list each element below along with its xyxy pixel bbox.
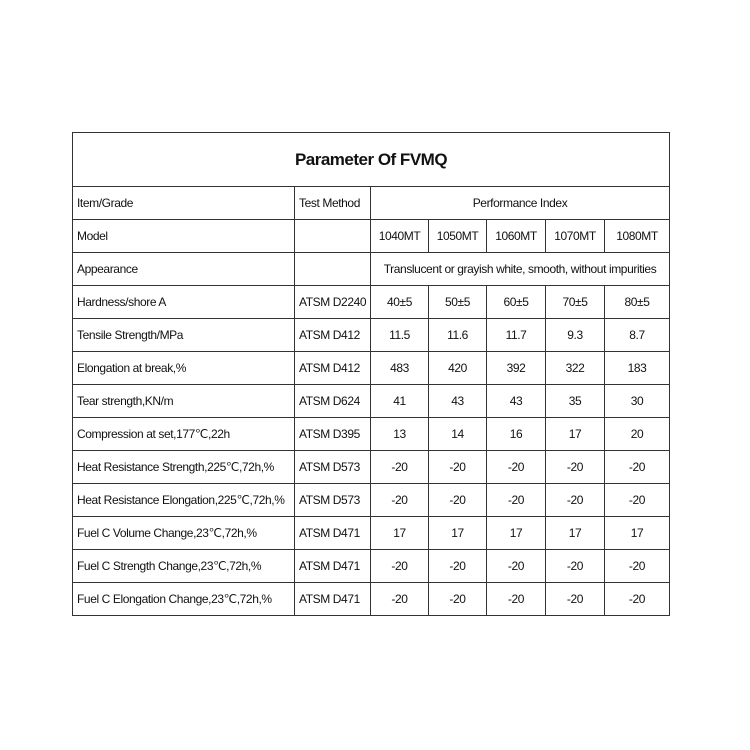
row-value: 17: [546, 418, 605, 451]
appearance-method: [295, 253, 371, 286]
row-value: -20: [605, 583, 670, 616]
row-value: -20: [429, 484, 487, 517]
table-row: [73, 550, 670, 583]
row-label: Tensile Strength/MPa: [73, 319, 295, 352]
row-label: Tear strength,KN/m: [73, 385, 295, 418]
table-row: [73, 517, 670, 550]
row-test-method: ATSM D395: [295, 418, 371, 451]
row-value: 17: [546, 517, 605, 550]
appearance-row: [73, 253, 670, 286]
table-row: [73, 418, 670, 451]
row-value: -20: [605, 484, 670, 517]
appearance-label: Appearance: [73, 253, 295, 286]
row-value: 483: [371, 352, 429, 385]
row-label: Fuel C Strength Change,23℃,72h,%: [73, 550, 295, 583]
row-value: 60±5: [487, 286, 546, 319]
model-value: 1060MT: [487, 220, 546, 253]
model-method: [295, 220, 371, 253]
row-value: -20: [429, 550, 487, 583]
row-test-method: ATSM D471: [295, 517, 371, 550]
table-row: [73, 385, 670, 418]
header-row: [73, 187, 670, 220]
row-value: 11.7: [487, 319, 546, 352]
row-test-method: ATSM D471: [295, 583, 371, 616]
model-label: Model: [73, 220, 295, 253]
row-value: 35: [546, 385, 605, 418]
row-value: 43: [429, 385, 487, 418]
row-value: -20: [371, 550, 429, 583]
row-test-method: ATSM D471: [295, 550, 371, 583]
row-label: Heat Resistance Elongation,225℃,72h,%: [73, 484, 295, 517]
row-label: Fuel C Volume Change,23℃,72h,%: [73, 517, 295, 550]
model-value: 1080MT: [605, 220, 670, 253]
table-title: Parameter Of FVMQ: [73, 133, 670, 187]
table-row: [73, 319, 670, 352]
row-value: 392: [487, 352, 546, 385]
row-value: -20: [371, 583, 429, 616]
row-value: -20: [546, 451, 605, 484]
row-value: -20: [605, 550, 670, 583]
row-value: -20: [546, 550, 605, 583]
row-value: -20: [371, 451, 429, 484]
row-value: 41: [371, 385, 429, 418]
model-value: 1070MT: [546, 220, 605, 253]
row-label: Heat Resistance Strength,225℃,72h,%: [73, 451, 295, 484]
row-value: -20: [429, 451, 487, 484]
row-value: 80±5: [605, 286, 670, 319]
table-row: [73, 583, 670, 616]
row-value: -20: [546, 583, 605, 616]
row-value: 43: [487, 385, 546, 418]
row-value: 17: [429, 517, 487, 550]
row-value: -20: [487, 550, 546, 583]
row-value: 322: [546, 352, 605, 385]
row-test-method: ATSM D573: [295, 484, 371, 517]
table-row: [73, 484, 670, 517]
header-method: Test Method: [295, 187, 371, 220]
table-row: [73, 451, 670, 484]
header-item: Item/Grade: [73, 187, 295, 220]
row-label: Elongation at break,%: [73, 352, 295, 385]
row-value: -20: [546, 484, 605, 517]
row-value: 13: [371, 418, 429, 451]
row-label: Hardness/shore A: [73, 286, 295, 319]
row-test-method: ATSM D2240: [295, 286, 371, 319]
row-value: 14: [429, 418, 487, 451]
fvmq-parameter-table: [72, 132, 670, 616]
table-row: [73, 352, 670, 385]
model-row: [73, 220, 670, 253]
row-test-method: ATSM D412: [295, 352, 371, 385]
row-test-method: ATSM D624: [295, 385, 371, 418]
row-value: -20: [487, 451, 546, 484]
row-value: 8.7: [605, 319, 670, 352]
row-value: 50±5: [429, 286, 487, 319]
row-value: -20: [487, 583, 546, 616]
row-value: 17: [605, 517, 670, 550]
row-value: 11.5: [371, 319, 429, 352]
row-label: Compression at set,177℃,22h: [73, 418, 295, 451]
row-value: 420: [429, 352, 487, 385]
row-value: 17: [487, 517, 546, 550]
row-value: 9.3: [546, 319, 605, 352]
row-value: 30: [605, 385, 670, 418]
row-value: 70±5: [546, 286, 605, 319]
row-value: 40±5: [371, 286, 429, 319]
appearance-value: Translucent or grayish white, smooth, without impurities: [371, 253, 670, 286]
row-value: -20: [429, 583, 487, 616]
header-performance: Performance Index: [371, 187, 670, 220]
row-value: 20: [605, 418, 670, 451]
title-row: [73, 133, 670, 187]
model-value: 1040MT: [371, 220, 429, 253]
row-test-method: ATSM D573: [295, 451, 371, 484]
row-value: -20: [371, 484, 429, 517]
row-value: 183: [605, 352, 670, 385]
row-value: -20: [605, 451, 670, 484]
row-value: 17: [371, 517, 429, 550]
row-test-method: ATSM D412: [295, 319, 371, 352]
row-value: 16: [487, 418, 546, 451]
row-value: 11.6: [429, 319, 487, 352]
row-value: -20: [487, 484, 546, 517]
row-label: Fuel C Elongation Change,23℃,72h,%: [73, 583, 295, 616]
model-value: 1050MT: [429, 220, 487, 253]
table-row: [73, 286, 670, 319]
